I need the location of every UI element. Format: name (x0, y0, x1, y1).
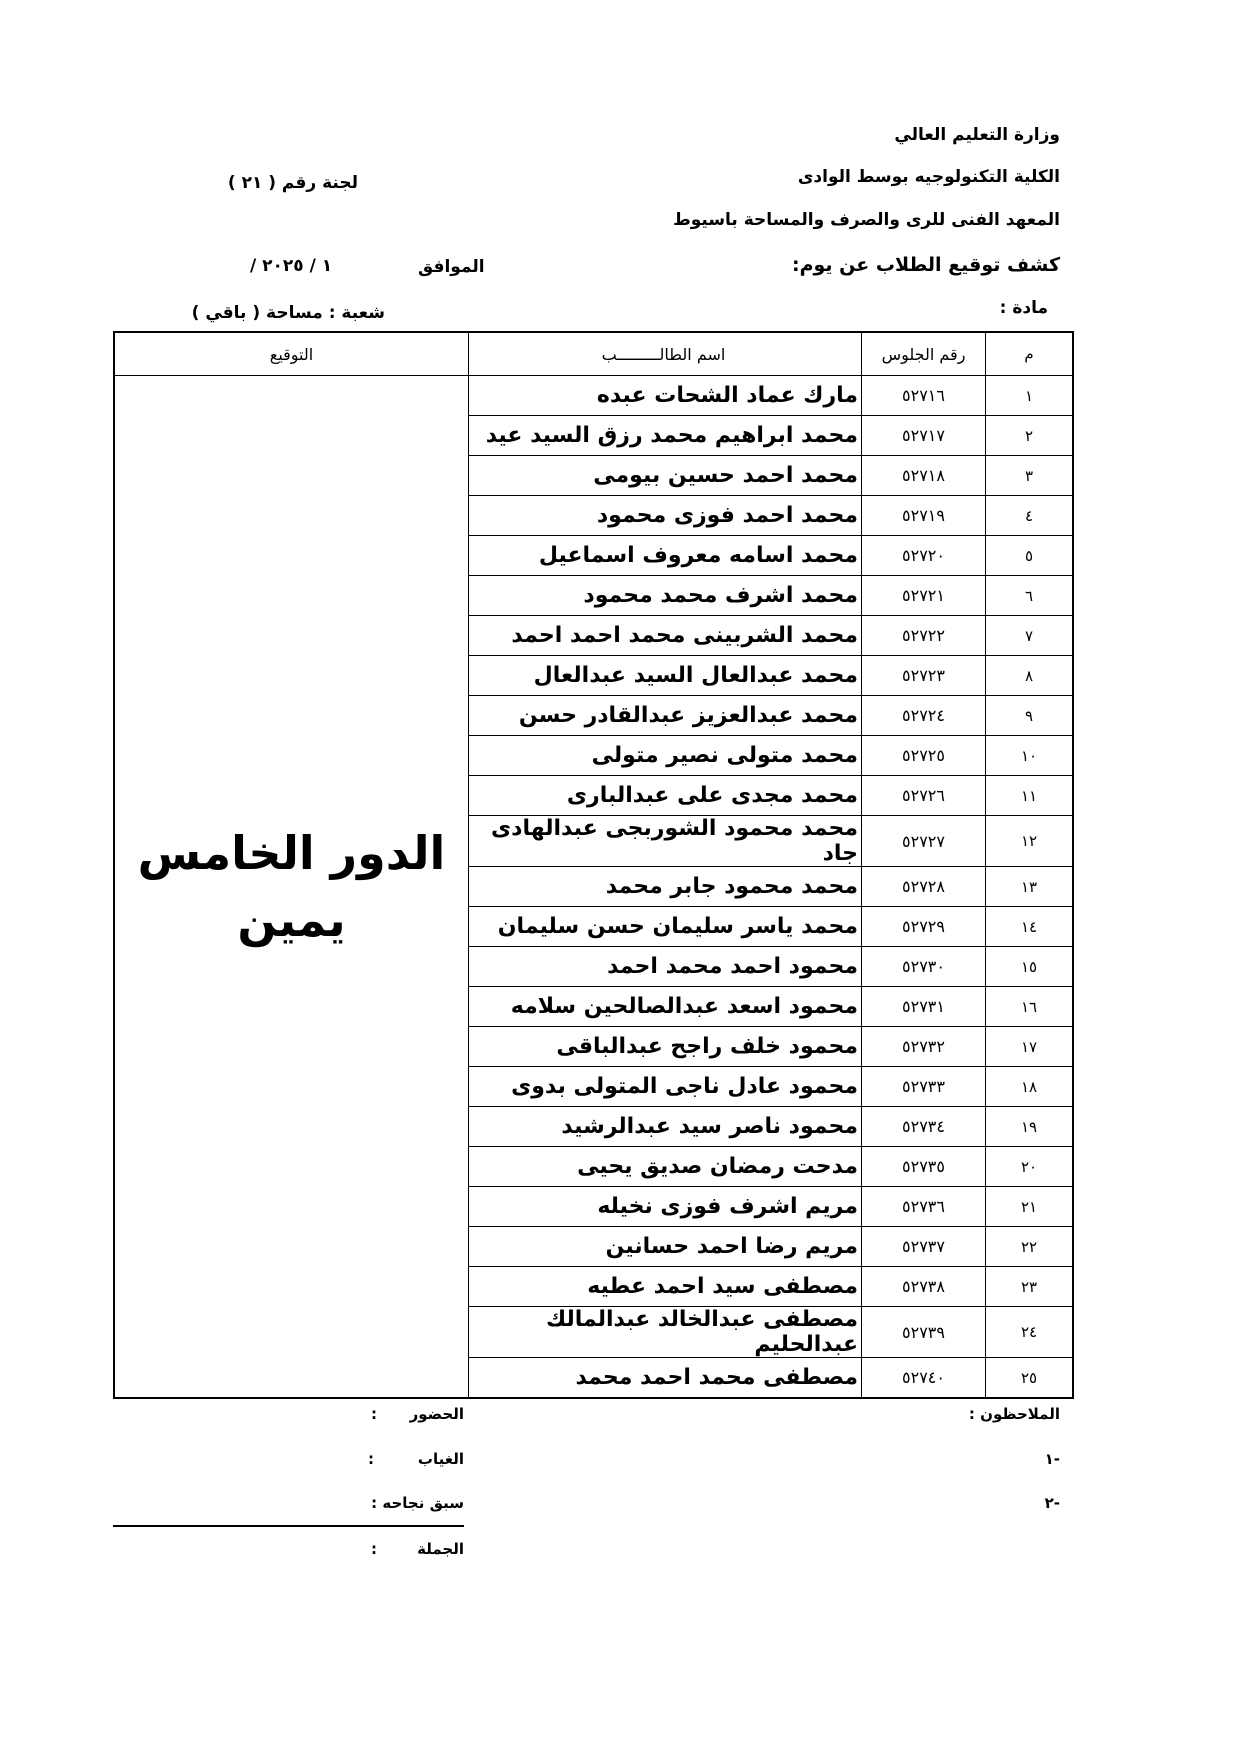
row-index-cell: ١٩ (986, 1107, 1074, 1147)
student-name-cell: مارك عماد الشحات عبده (469, 376, 862, 416)
row-index-cell: ١٨ (986, 1067, 1074, 1107)
seat-number-cell: ٥٢٧٢٠ (862, 536, 986, 576)
student-name-cell: محمد متولى نصير متولى (469, 736, 862, 776)
row-index-cell: ١٤ (986, 907, 1074, 947)
student-name-cell: محمود اسعد عبدالصالحين سلامه (469, 987, 862, 1027)
column-header-seat-number: رقم الجلوس (862, 332, 986, 376)
column-header-signature: التوقيع (114, 332, 469, 376)
date-label: الموافق (418, 257, 485, 277)
seat-number-cell: ٥٢٧٤٠ (862, 1358, 986, 1399)
attendance-colon: : (371, 1405, 377, 1423)
student-name-cell: محمد عبدالعال السيد عبدالعال (469, 656, 862, 696)
row-index-cell: ١٦ (986, 987, 1074, 1027)
total-label: الجملة (417, 1540, 464, 1558)
seat-number-cell: ٥٢٧٣٧ (862, 1227, 986, 1267)
student-name-cell: محمد اسامه معروف اسماعيل (469, 536, 862, 576)
institute-name: المعهد الفنى للرى والصرف والمساحة باسيوط (673, 210, 1060, 230)
column-header-index: م (986, 332, 1074, 376)
seat-number-cell: ٥٢٧٣٦ (862, 1187, 986, 1227)
seat-number-cell: ٥٢٧٣١ (862, 987, 986, 1027)
seat-number-cell: ٥٢٧٣٨ (862, 1267, 986, 1307)
row-index-cell: ٣ (986, 456, 1074, 496)
row-index-cell: ١٢ (986, 816, 1074, 867)
date-value: / ١ / ٢٠٢٥ (250, 256, 333, 276)
student-name-cell: محمود خلف راجح عبدالباقى (469, 1027, 862, 1067)
student-name-cell: مريم اشرف فوزى نخيله (469, 1187, 862, 1227)
student-name-cell: مريم رضا احمد حسانين (469, 1227, 862, 1267)
student-name-cell: محمد مجدى على عبدالبارى (469, 776, 862, 816)
row-index-cell: ١ (986, 376, 1074, 416)
round-title: الدور الخامس (137, 825, 446, 880)
student-name-cell: مدحت رمضان صديق يحيى (469, 1147, 862, 1187)
row-index-cell: ٨ (986, 656, 1074, 696)
seat-number-cell: ٥٢٧٢٥ (862, 736, 986, 776)
row-index-cell: ٢٠ (986, 1147, 1074, 1187)
attendance-signature-table (113, 331, 1074, 1399)
row-index-cell: ٢٤ (986, 1307, 1074, 1358)
total-colon: : (371, 1540, 377, 1558)
student-name-cell: محمد عبدالعزيز عبدالقادر حسن (469, 696, 862, 736)
seat-number-cell: ٥٢٧٢٦ (862, 776, 986, 816)
row-index-cell: ٥ (986, 536, 1074, 576)
row-index-cell: ١٥ (986, 947, 1074, 987)
signature-round-note (115, 820, 468, 953)
seat-number-cell: ٥٢٧١٦ (862, 376, 986, 416)
seat-number-cell: ٥٢٧٣٠ (862, 947, 986, 987)
absence-colon: : (368, 1450, 374, 1468)
row-index-cell: ٦ (986, 576, 1074, 616)
seat-number-cell: ٥٢٧٣٤ (862, 1107, 986, 1147)
previously-passed-label: سبق نجاحه : (371, 1494, 464, 1512)
row-index-cell: ٢٣ (986, 1267, 1074, 1307)
row-index-cell: ١٠ (986, 736, 1074, 776)
row-index-cell: ٢٢ (986, 1227, 1074, 1267)
attendance-label: الحضور (409, 1405, 464, 1423)
row-index-cell: ٢٥ (986, 1358, 1074, 1399)
row-index-cell: ٢١ (986, 1187, 1074, 1227)
table-body (114, 376, 1073, 1399)
observer-line-2: -٢ (1044, 1494, 1060, 1512)
row-index-cell: ٩ (986, 696, 1074, 736)
seat-number-cell: ٥٢٧٣٢ (862, 1027, 986, 1067)
student-name-cell: محمد اشرف محمد محمود (469, 576, 862, 616)
student-name-cell: محمد ابراهيم محمد رزق السيد عيد (469, 416, 862, 456)
ministry-name: وزارة التعليم العالي (894, 125, 1060, 145)
seat-number-cell: ٥٢٧٢٨ (862, 867, 986, 907)
observers-label: الملاحظون : (968, 1405, 1060, 1423)
student-name-cell: محمد محمود جابر محمد (469, 867, 862, 907)
student-name-cell: محمود احمد محمد احمد (469, 947, 862, 987)
seat-number-cell: ٥٢٧٣٩ (862, 1307, 986, 1358)
row-index-cell: ١١ (986, 776, 1074, 816)
row-index-cell: ١٣ (986, 867, 1074, 907)
absence-label: الغياب (417, 1450, 464, 1468)
student-name-cell: مصطفى عبدالخالد عبدالمالك عبدالحليم (469, 1307, 862, 1358)
signature-cell (114, 376, 469, 1399)
seat-number-cell: ٥٢٧٣٥ (862, 1147, 986, 1187)
seat-number-cell: ٥٢٧٢١ (862, 576, 986, 616)
seat-number-cell: ٥٢٧٢٤ (862, 696, 986, 736)
total-divider-line (113, 1525, 464, 1527)
seat-number-cell: ٥٢٧٢٢ (862, 616, 986, 656)
branch-label: شعبة : مساحة ( باقي ) (191, 303, 385, 323)
row-index-cell: ٢ (986, 416, 1074, 456)
student-name-cell: محمود ناصر سيد عبدالرشيد (469, 1107, 862, 1147)
college-name: الكلية التكنولوجيه بوسط الوادى (797, 167, 1060, 187)
observer-line-1: -١ (1044, 1450, 1060, 1468)
seat-number-cell: ٥٢٧١٧ (862, 416, 986, 456)
sheet-title: كشف توقيع الطلاب عن يوم: (791, 254, 1060, 276)
table-header-row (114, 332, 1073, 376)
student-name-cell: محمد احمد فوزى محمود (469, 496, 862, 536)
table-row (114, 376, 1073, 416)
seat-number-cell: ٥٢٧٢٣ (862, 656, 986, 696)
student-name-cell: محمد محمود الشوربجى عبدالهادى جاد (469, 816, 862, 867)
seat-number-cell: ٥٢٧٢٩ (862, 907, 986, 947)
student-name-cell: محمد احمد حسين بيومى (469, 456, 862, 496)
round-side: يمين (237, 892, 346, 947)
seat-number-cell: ٥٢٧١٩ (862, 496, 986, 536)
seat-number-cell: ٥٢٧٢٧ (862, 816, 986, 867)
row-index-cell: ٧ (986, 616, 1074, 656)
student-name-cell: محمد الشربينى محمد احمد احمد (469, 616, 862, 656)
committee-number: لجنة رقم ( ٢١ ) (227, 173, 358, 193)
row-index-cell: ١٧ (986, 1027, 1074, 1067)
seat-number-cell: ٥٢٧١٨ (862, 456, 986, 496)
student-name-cell: مصطفى محمد احمد محمد (469, 1358, 862, 1399)
student-name-cell: مصطفى سيد احمد عطيه (469, 1267, 862, 1307)
row-index-cell: ٤ (986, 496, 1074, 536)
student-name-cell: محمود عادل ناجى المتولى بدوى (469, 1067, 862, 1107)
column-header-student-name: اسم الطالـــــــــب (469, 332, 862, 376)
student-name-cell: محمد ياسر سليمان حسن سليمان (469, 907, 862, 947)
subject-label: مادة : (999, 298, 1048, 318)
seat-number-cell: ٥٢٧٣٣ (862, 1067, 986, 1107)
